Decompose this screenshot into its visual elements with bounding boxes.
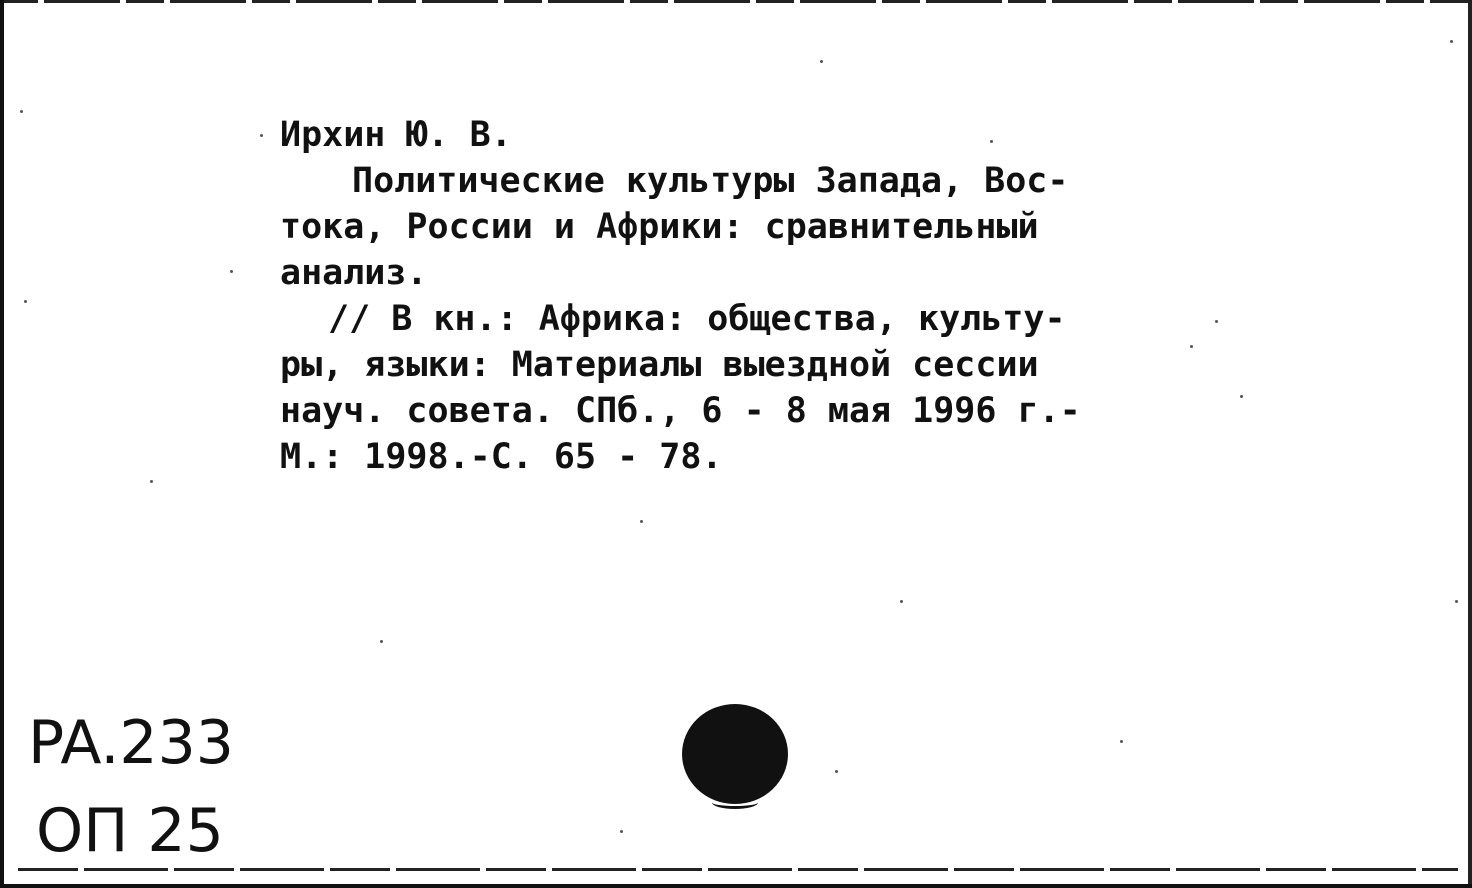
card-right-edge: [1468, 0, 1472, 888]
shelfmark-line-1: PA.233: [28, 708, 234, 778]
scan-speck: [1120, 740, 1123, 743]
scan-speck: [835, 770, 838, 773]
punch-hole-crease: [712, 796, 758, 809]
scan-speck: [380, 640, 383, 643]
scan-speck: [620, 830, 623, 833]
scan-speck: [1455, 600, 1458, 603]
title-line-1: Политические культуры Запада, Вос-: [352, 161, 1069, 201]
scan-speck: [24, 300, 27, 303]
author-line: Ирхин Ю. В.: [280, 115, 512, 155]
scan-speck: [640, 520, 643, 523]
card-bottom-edge: [0, 884, 1472, 888]
scan-speck: [260, 134, 263, 137]
title-line-2: тока, России и Африки: сравнительный: [280, 207, 1039, 247]
scan-speck: [150, 480, 153, 483]
source-line-3: науч. совета. СПб., 6 - 8 мая 1996 г.-: [280, 391, 1081, 431]
scan-speck: [900, 600, 903, 603]
card-top-edge: [0, 0, 1472, 3]
shelfmark-line-2: ОП 25: [36, 796, 224, 866]
scan-speck: [820, 60, 823, 63]
title-line-3: анализ.: [280, 253, 428, 293]
scan-speck: [1450, 40, 1453, 43]
source-line-4: М.: 1998.-С. 65 - 78.: [280, 437, 723, 477]
bibliographic-entry: [280, 112, 1180, 480]
card-bottom-rule: [18, 868, 1458, 871]
punch-hole: [682, 704, 788, 804]
scan-speck: [1240, 395, 1243, 398]
scan-speck: [1190, 345, 1193, 348]
scan-speck: [1215, 320, 1218, 323]
scan-speck: [230, 270, 233, 273]
source-line-2: ры, языки: Материалы выездной сессии: [280, 345, 1039, 385]
card-left-edge: [0, 0, 4, 888]
scan-speck: [20, 110, 23, 113]
scan-speck: [990, 140, 993, 143]
source-line-1: // В кн.: Африка: общества, культу-: [328, 299, 1066, 339]
